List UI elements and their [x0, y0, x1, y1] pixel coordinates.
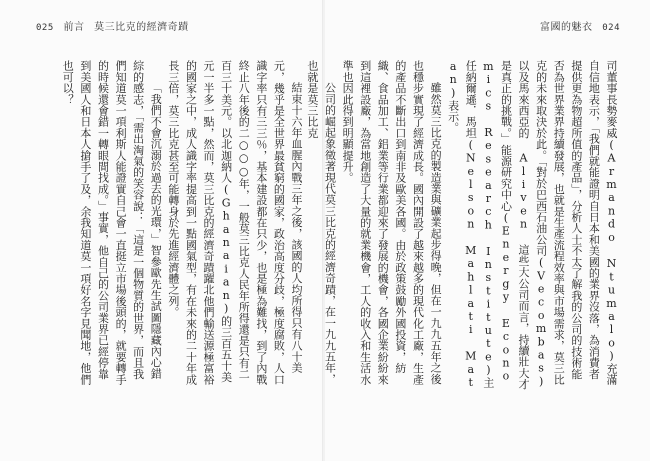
right-running-header — [540, 18, 626, 33]
right-page — [305, 0, 650, 461]
right-paragraph-3: 公司的崛起象徵著現代莫三比克的經濟奇蹟，在一九九五年，也就是莫三比克 — [305, 60, 337, 385]
left-paragraph-1: 結束十六年血腥內戰三年之後，該國的人均所得只有八十美元，幾乎是全世界最貧窮的國家，政治高度分歧，極度腐敗，人口識字率只有三三％，基本建設都在只少，也是極為難找，到了內戰終止八年後的二○○○年，一般莫三比克人民年所得還是只有二百三十美元。以北迦納人(Ghanaian)的三百五十美元一半多一點，然而，莫三比克的經濟奇蹟躍北他們輸送源極富裕的國家之中，成人識字率提高到一點國氣型，有在未來的二十年成長三倍，莫三比克甚至可能轉身於先進經濟體之列。 — [166, 60, 303, 385]
left-section-label: 前言 — [63, 22, 85, 33]
left-running-title: 莫三比克的經濟奇蹟 — [94, 22, 189, 33]
right-running-title: 富國的魅衣 — [540, 22, 593, 33]
left-page — [0, 0, 323, 461]
left-running-header — [30, 18, 189, 33]
right-text-column — [305, 60, 620, 390]
left-text-column — [43, 60, 305, 390]
left-paragraph-2: 「我們不會沉溺於過去的光環，」智參歐先生試圖隱藏內心錯綜的感志，「需出淘氣的笑容說：「這是一個物質的世界，而且我們知道莫一項利斯人能證實自己會一直挺立市場後頭的，就要轉手的時候還會錯一轉眼間找成。」事實，他自己的公司業界已經停靠到美國人和日本人搶手了及，余我知道莫一項好名字見聞地，他們也可以？ — [61, 60, 163, 385]
right-paragraph-1: 司董事長勢麥威(Armando Ntumalo)充滿自信地表示，「我們就能證明自日本和美國的業界沒落，為消費者提供更為物超所值的產品」，分析人士不太了解我的公司的技術能否為世界業界持續發展，也就是生產流程效率與市場需求，莫三比克的未來取決於此。「對於巴西石油公司(Vecombas)以及馬來西亞的 Aliven 這些大公司而言，持續壯大才是真正的挑戰。」能源研究中心(Energy Economics Research Institute)主任納爾遜．馬坦(Nelson Mahlati Matan)表示。 — [446, 60, 618, 390]
left-page-number: 025 — [36, 23, 54, 33]
right-paragraph-2: 雖然莫三比克的製造業與礦業起步得晚，但在一九九五年之後也穩步實現了經濟成長。國內開設了越來越多的現代化工廠，生產的產品不斷出口到南非及歐美各國。由於政策鼓勵外國投資，紡織、食品加工、鋁業等行業都迎來了發展的機會，各國企業紛紛來到這裡設廠，為當地創造了大量的就業機會，工人的收入和生活水準也因此得到明顯提升。 — [341, 60, 443, 385]
right-page-number: 024 — [602, 23, 620, 33]
